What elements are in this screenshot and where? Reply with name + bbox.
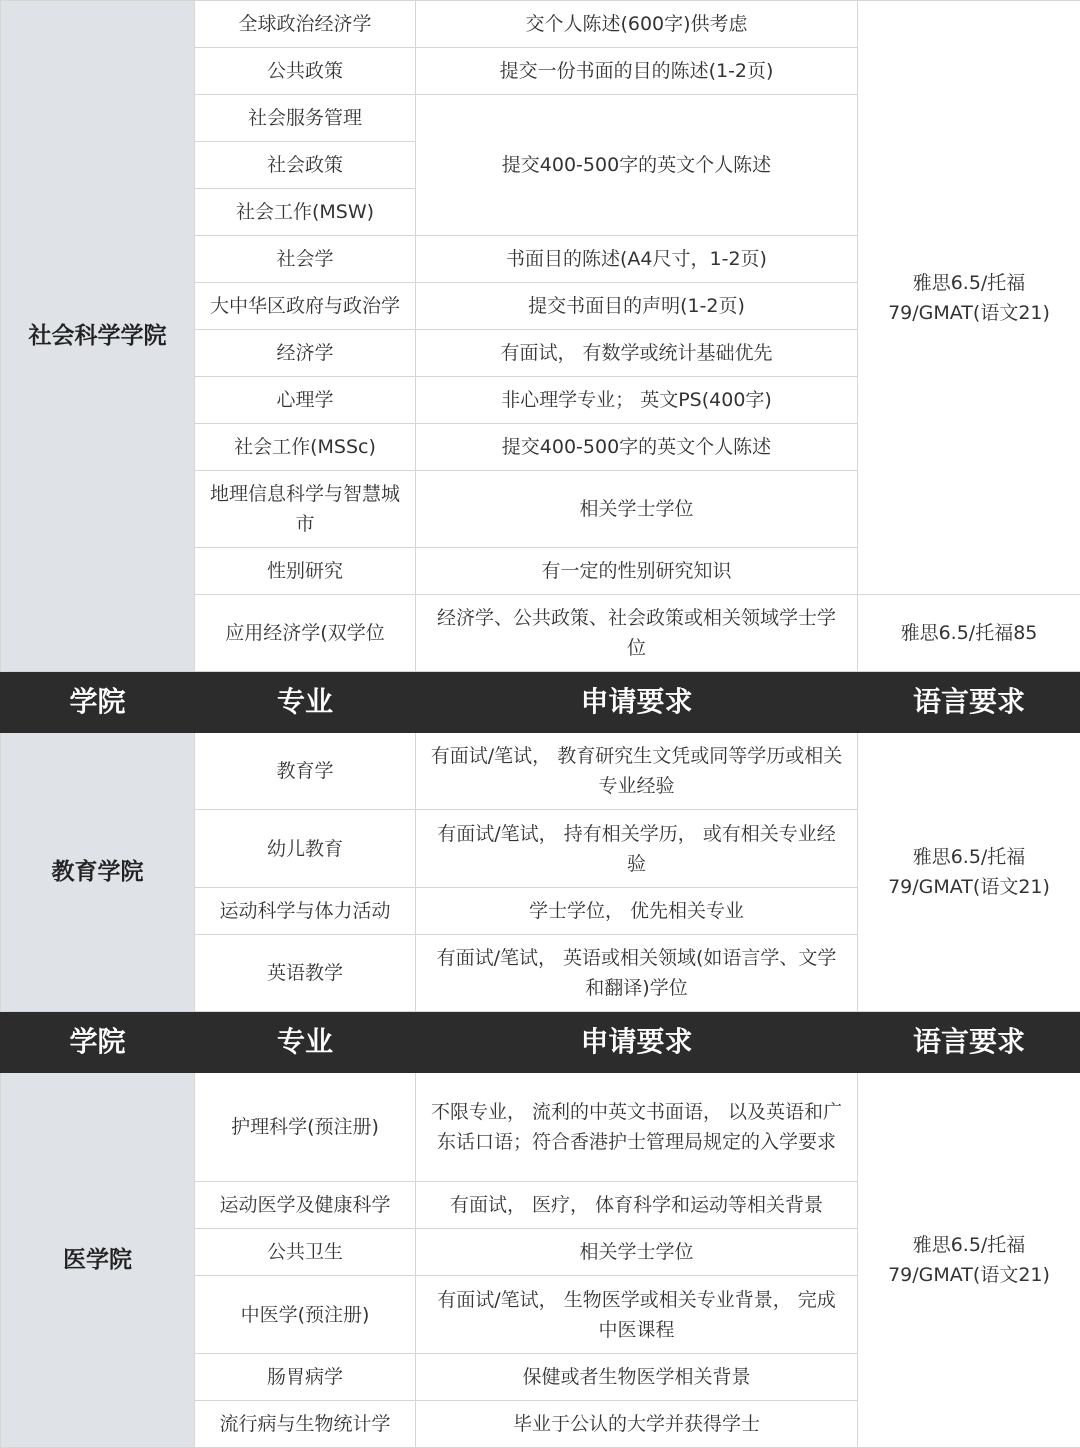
major-cell: 肠胃病学 bbox=[195, 1354, 416, 1401]
major-cell: 社会工作(MSW) bbox=[195, 189, 416, 236]
requirement-cell: 有面试， 医疗， 体育科学和运动等相关背景 bbox=[416, 1182, 858, 1229]
major-cell: 经济学 bbox=[195, 330, 416, 377]
major-cell: 运动科学与体力活动 bbox=[195, 888, 416, 935]
requirement-cell: 学士学位， 优先相关专业 bbox=[416, 888, 858, 935]
header-language: 语言要求 bbox=[858, 1012, 1080, 1073]
college-medicine: 医学院 bbox=[1, 1073, 195, 1448]
requirement-cell: 书面目的陈述(A4尺寸，1-2页) bbox=[416, 236, 858, 283]
language-cell: 雅思6.5/托福85 bbox=[858, 595, 1080, 672]
header-requirement: 申请要求 bbox=[416, 1012, 858, 1073]
requirement-cell: 有面试， 有数学或统计基础优先 bbox=[416, 330, 858, 377]
major-cell: 社会学 bbox=[195, 236, 416, 283]
major-cell: 公共政策 bbox=[195, 48, 416, 95]
major-cell: 中医学(预注册) bbox=[195, 1276, 416, 1354]
major-cell: 大中华区政府与政治学 bbox=[195, 283, 416, 330]
major-cell: 英语教学 bbox=[195, 935, 416, 1012]
requirement-cell: 提交400-500字的英文个人陈述 bbox=[416, 424, 858, 471]
major-cell: 社会服务管理 bbox=[195, 95, 416, 142]
requirement-cell: 有面试/笔试， 教育研究生文凭或同等学历或相关专业经验 bbox=[416, 733, 858, 810]
requirement-cell: 有面试/笔试， 英语或相关领域(如语言学、文学和翻译)学位 bbox=[416, 935, 858, 1012]
major-cell: 心理学 bbox=[195, 377, 416, 424]
requirement-cell: 相关学士学位 bbox=[416, 1229, 858, 1276]
table-header-row bbox=[1, 1012, 1080, 1073]
requirement-cell: 有一定的性别研究知识 bbox=[416, 548, 858, 595]
header-major: 专业 bbox=[195, 1012, 416, 1073]
requirement-cell: 不限专业， 流利的中英文书面语， 以及英语和广东话口语；符合香港护士管理局规定的入学要求 bbox=[416, 1073, 858, 1182]
major-cell: 护理科学(预注册) bbox=[195, 1073, 416, 1182]
header-language: 语言要求 bbox=[858, 672, 1080, 733]
major-cell: 应用经济学(双学位 bbox=[195, 595, 416, 672]
requirement-cell: 提交400-500字的英文个人陈述 bbox=[416, 95, 858, 236]
header-major: 专业 bbox=[195, 672, 416, 733]
requirement-cell: 提交一份书面的目的陈述(1-2页) bbox=[416, 48, 858, 95]
major-cell: 流行病与生物统计学 bbox=[195, 1401, 416, 1448]
requirement-cell: 有面试/笔试， 持有相关学历， 或有相关专业经验 bbox=[416, 810, 858, 888]
major-cell: 教育学 bbox=[195, 733, 416, 810]
header-college: 学院 bbox=[1, 1012, 195, 1073]
requirement-cell: 保健或者生物医学相关背景 bbox=[416, 1354, 858, 1401]
language-cell: 雅思6.5/托福79/GMAT(语文21) bbox=[858, 1, 1080, 595]
table-header-row bbox=[1, 672, 1080, 733]
requirement-cell: 毕业于公认的大学并获得学士 bbox=[416, 1401, 858, 1448]
language-cell: 雅思6.5/托福79/GMAT(语文21) bbox=[858, 733, 1080, 1012]
major-cell: 社会工作(MSSc) bbox=[195, 424, 416, 471]
major-cell: 性别研究 bbox=[195, 548, 416, 595]
language-cell: 雅思6.5/托福79/GMAT(语文21) bbox=[858, 1073, 1080, 1448]
major-cell: 地理信息科学与智慧城市 bbox=[195, 471, 416, 548]
major-cell: 全球政治经济学 bbox=[195, 1, 416, 48]
header-college: 学院 bbox=[1, 672, 195, 733]
major-cell: 社会政策 bbox=[195, 142, 416, 189]
major-cell: 运动医学及健康科学 bbox=[195, 1182, 416, 1229]
major-cell: 公共卫生 bbox=[195, 1229, 416, 1276]
requirement-cell: 提交书面目的声明(1-2页) bbox=[416, 283, 858, 330]
college-education: 教育学院 bbox=[1, 733, 195, 1012]
requirement-cell: 有面试/笔试， 生物医学或相关专业背景， 完成中医课程 bbox=[416, 1276, 858, 1354]
requirement-cell: 交个人陈述(600字)供考虑 bbox=[416, 1, 858, 48]
requirement-cell: 相关学士学位 bbox=[416, 471, 858, 548]
requirement-cell: 非心理学专业； 英文PS(400字) bbox=[416, 377, 858, 424]
requirement-cell: 经济学、公共政策、社会政策或相关领域学士学位 bbox=[416, 595, 858, 672]
header-requirement: 申请要求 bbox=[416, 672, 858, 733]
major-cell: 幼儿教育 bbox=[195, 810, 416, 888]
college-social-science: 社会科学学院 bbox=[1, 1, 195, 672]
